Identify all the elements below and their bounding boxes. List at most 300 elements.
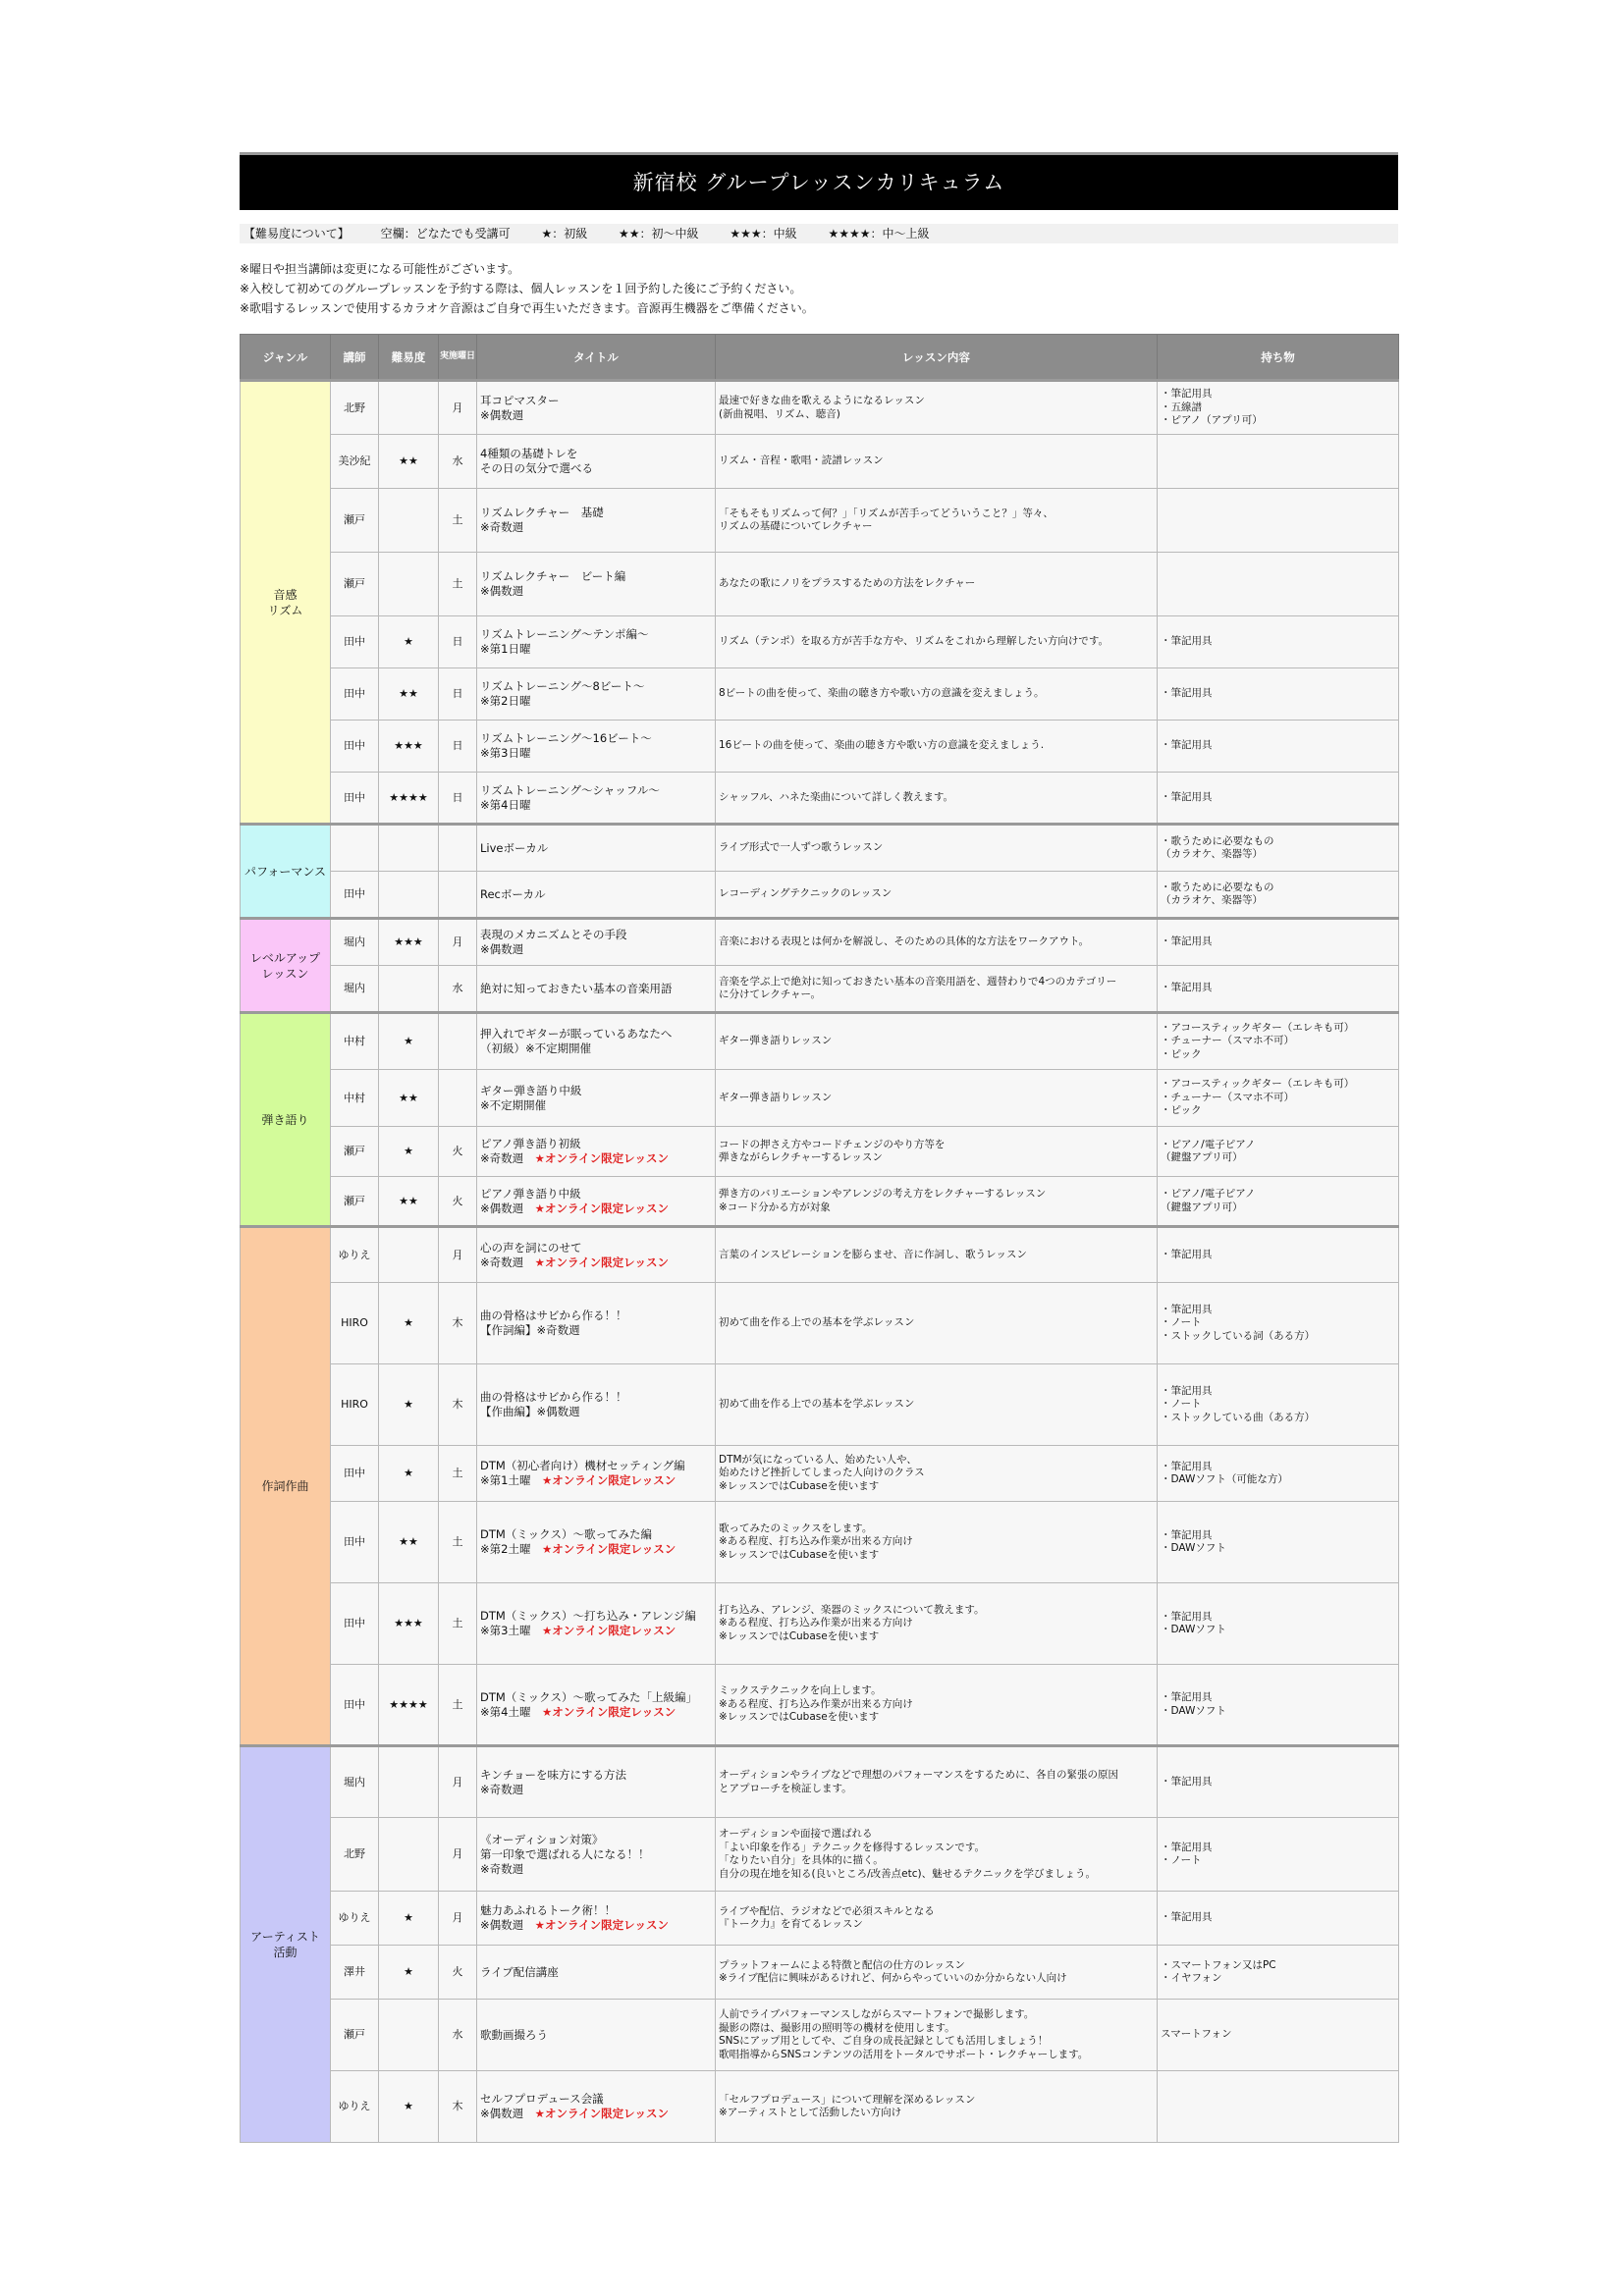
cell-line: ・ピアノ（アプリ可） bbox=[1161, 414, 1263, 427]
content-cell bbox=[716, 825, 1158, 872]
level-cell: ★★★ bbox=[379, 721, 439, 773]
cell-line: ライブや配信、ラジオなどで必須スキルとなる bbox=[719, 1904, 935, 1917]
title-cell bbox=[477, 1227, 716, 1283]
cell-line: ・ノート bbox=[1161, 1316, 1202, 1329]
table-row bbox=[241, 1583, 1399, 1665]
cell-line: リズムの基礎についてレクチャー bbox=[719, 520, 873, 532]
teacher-cell: 田中 bbox=[331, 1446, 379, 1502]
genre-label-line: アーティスト bbox=[250, 1930, 320, 1944]
cell-line: ピアノ弾き語り初級 bbox=[480, 1137, 581, 1150]
level-cell: ★★ bbox=[379, 1502, 439, 1583]
title-cell bbox=[477, 1013, 716, 1070]
cell-line: ※ある程度、打ち込み作業が出来る方向け bbox=[719, 1535, 913, 1548]
level-cell: ★ bbox=[379, 1446, 439, 1502]
cell-line: ※奇数週 ★オンライン限定レッスン bbox=[480, 1255, 669, 1269]
teacher-cell: 田中 bbox=[331, 773, 379, 825]
online-only-badge: ★オンライン限定レッスン bbox=[534, 1201, 669, 1215]
header-level: 難易度 bbox=[379, 335, 439, 381]
items-cell bbox=[1158, 872, 1399, 919]
day-cell: 日 bbox=[439, 773, 477, 825]
cell-line: ・筆記用具 bbox=[1161, 1528, 1213, 1541]
day-cell: 木 bbox=[439, 1283, 477, 1364]
day-cell: 土 bbox=[439, 1665, 477, 1746]
title-cell bbox=[477, 825, 716, 872]
level-cell: ★★★★ bbox=[379, 1665, 439, 1746]
table-row bbox=[241, 553, 1399, 616]
notes bbox=[240, 259, 1398, 318]
cell-line: 第一印象で選ばれる人になる！！ bbox=[480, 1846, 650, 1861]
content-cell bbox=[716, 1892, 1158, 1946]
level-cell: ★ bbox=[379, 616, 439, 668]
cell-line: ※第3日曜 bbox=[480, 746, 531, 760]
day-cell: 水 bbox=[439, 966, 477, 1013]
level-cell bbox=[379, 825, 439, 872]
table-row bbox=[241, 872, 1399, 919]
level-cell bbox=[379, 381, 439, 435]
level-cell bbox=[379, 872, 439, 919]
level-cell bbox=[379, 1818, 439, 1892]
cell-line: DTM（ミックス）〜歌ってみた「上級編」 bbox=[480, 1689, 697, 1704]
note: ※歌唱するレッスンで使用するカラオケ音源はご自身で再生いただきます。音源再生機器をご準備ください。 bbox=[240, 301, 814, 315]
cell-line: 歌動画撮ろう bbox=[480, 2027, 548, 2042]
teacher-cell: 中村 bbox=[331, 1013, 379, 1070]
header-day: 実施曜日 bbox=[439, 335, 477, 381]
day-cell: 月 bbox=[439, 919, 477, 966]
level-cell: ★★ bbox=[379, 1070, 439, 1127]
content-cell bbox=[716, 1502, 1158, 1583]
cell-line: 「そもそもリズムって何？」「リズムが苦手ってどういうこと？」等々、 bbox=[719, 507, 1054, 519]
cell-line: に分けてレクチャー。 bbox=[719, 988, 822, 1000]
table-header-row bbox=[241, 335, 1399, 381]
cell-line: 【作曲編】※偶数週 bbox=[480, 1405, 580, 1418]
content-cell bbox=[716, 872, 1158, 919]
items-cell bbox=[1158, 1892, 1399, 1946]
genre-label-line: リズム bbox=[267, 603, 303, 617]
cell-line: ・チューナー（スマホ不可） bbox=[1161, 1091, 1294, 1103]
cell-line: ※レッスンではCubaseを使います bbox=[719, 1479, 880, 1492]
content-cell bbox=[716, 668, 1158, 721]
cell-line: レコーディングテクニックのレッスン bbox=[719, 887, 893, 900]
genre-label-line: 弾き語り bbox=[261, 1112, 309, 1127]
content-cell bbox=[716, 1177, 1158, 1227]
items-cell bbox=[1158, 616, 1399, 668]
table-row bbox=[241, 1946, 1399, 2000]
content-cell bbox=[716, 1665, 1158, 1746]
content-cell bbox=[716, 1746, 1158, 1818]
cell-line: 4種類の基礎トレを bbox=[480, 447, 578, 460]
cell-line: ・筆記用具 bbox=[1161, 739, 1213, 752]
title-cell bbox=[477, 966, 716, 1013]
legend-item: ★：初級 bbox=[541, 227, 588, 240]
cell-line: ・筆記用具 bbox=[1161, 388, 1213, 400]
table-row bbox=[241, 1818, 1399, 1892]
cell-line: 「セルフプロデュース」について理解を深めるレッスン bbox=[719, 2093, 976, 2106]
teacher-cell: 田中 bbox=[331, 1502, 379, 1583]
cell-line: 音楽における表現とは何かを解説し、そのための具体的な方法をワークアウト。 bbox=[719, 935, 1090, 948]
cell-line: 16ビートの曲を使って、楽曲の聴き方や歌い方の意識を変えましょう. bbox=[719, 739, 1045, 752]
title-cell bbox=[477, 616, 716, 668]
title-cell bbox=[477, 1892, 716, 1946]
day-cell: 土 bbox=[439, 1583, 477, 1665]
cell-line: ※第4日曜 bbox=[480, 797, 531, 812]
teacher-cell: 田中 bbox=[331, 872, 379, 919]
curriculum-table bbox=[240, 334, 1399, 2143]
cell-line: ※第3土曜 ★オンライン限定レッスン bbox=[480, 1624, 676, 1637]
genre-cell bbox=[241, 1227, 331, 1746]
cell-line: ・筆記用具 bbox=[1161, 935, 1213, 948]
items-cell bbox=[1158, 435, 1399, 489]
cell-line: ・筆記用具 bbox=[1161, 790, 1213, 803]
cell-line: ギター弾き語りレッスン bbox=[719, 1091, 833, 1103]
curriculum-sheet bbox=[240, 152, 1398, 318]
cell-line: ・スマートフォン又はPC bbox=[1161, 1958, 1276, 1971]
cell-line: ※奇数週 bbox=[480, 520, 524, 534]
genre-label-line: 活動 bbox=[273, 1946, 298, 1959]
cell-line: ・筆記用具 bbox=[1161, 1841, 1213, 1853]
cell-line: 打ち込み、アレンジ、楽器のミックスについて教えます。 bbox=[719, 1603, 985, 1616]
table-row bbox=[241, 435, 1399, 489]
cell-line: 歌唱指導からSNSコンテンツの活用をトータルでサポート・レクチャーします。 bbox=[719, 2048, 1089, 2060]
items-cell bbox=[1158, 1013, 1399, 1070]
title-cell bbox=[477, 721, 716, 773]
title-cell bbox=[477, 1818, 716, 1892]
title-cell bbox=[477, 1665, 716, 1746]
cell-line: ・筆記用具 bbox=[1161, 1384, 1213, 1397]
teacher-cell: HIRO bbox=[331, 1364, 379, 1446]
table-row bbox=[241, 1892, 1399, 1946]
cell-line: DTMが気になっている人、始めたい人や、 bbox=[719, 1453, 917, 1466]
title-cell bbox=[477, 773, 716, 825]
table-row bbox=[241, 919, 1399, 966]
content-cell bbox=[716, 1446, 1158, 1502]
cell-line: キンチョーを味方にする方法 bbox=[480, 1767, 627, 1782]
title-cell bbox=[477, 435, 716, 489]
level-cell: ★★ bbox=[379, 668, 439, 721]
cell-line: オーディションやライブなどで理想のパフォーマンスをするために、各自の緊張の原因 bbox=[719, 1769, 1118, 1781]
teacher-cell: 田中 bbox=[331, 616, 379, 668]
cell-line: ・DAWソフト bbox=[1161, 1704, 1226, 1717]
cell-line: ライブ形式で一人ずつ歌うレッスン bbox=[719, 841, 884, 854]
teacher-cell: 美沙紀 bbox=[331, 435, 379, 489]
day-cell: 土 bbox=[439, 1502, 477, 1583]
page-title: 新宿校 グループレッスンカリキュラム bbox=[240, 152, 1398, 210]
items-cell bbox=[1158, 381, 1399, 435]
genre-cell bbox=[241, 919, 331, 1013]
level-cell bbox=[379, 1746, 439, 1818]
cell-line: 8ビートの曲を使って、楽曲の聴き方や歌い方の意識を変えましょう。 bbox=[719, 687, 1045, 700]
level-cell: ★★ bbox=[379, 435, 439, 489]
day-cell: 月 bbox=[439, 1818, 477, 1892]
legend-item: ★★★：中級 bbox=[730, 227, 797, 240]
cell-line: （初級）※不定期開催 bbox=[480, 1041, 592, 1055]
day-cell: 水 bbox=[439, 2000, 477, 2071]
day-cell: 月 bbox=[439, 1892, 477, 1946]
cell-line: リズムトレーニング〜シャッフル〜 bbox=[480, 782, 660, 797]
genre-label-line: 音感 bbox=[273, 587, 298, 602]
legend-item: ★★：初〜中級 bbox=[619, 227, 699, 240]
table-row bbox=[241, 381, 1399, 435]
title-cell bbox=[477, 1746, 716, 1818]
cell-line: 音楽を学ぶ上で絶対に知っておきたい基本の音楽用語を、週替わりで4つのカテゴリー bbox=[719, 975, 1117, 988]
cell-line: 《オーディション対策》 bbox=[480, 1832, 604, 1846]
title-cell bbox=[477, 2071, 716, 2143]
level-cell: ★ bbox=[379, 1127, 439, 1177]
teacher-cell: 北野 bbox=[331, 381, 379, 435]
cell-line: リズムトレーニング〜16ビート〜 bbox=[480, 731, 652, 745]
table-row bbox=[241, 2071, 1399, 2143]
level-cell: ★★★★ bbox=[379, 773, 439, 825]
teacher-cell: 瀬戸 bbox=[331, 553, 379, 616]
teacher-cell: 田中 bbox=[331, 1583, 379, 1665]
table-row bbox=[241, 1177, 1399, 1227]
table-row bbox=[241, 721, 1399, 773]
teacher-cell: ゆりえ bbox=[331, 1892, 379, 1946]
items-cell bbox=[1158, 1070, 1399, 1127]
header-title: タイトル bbox=[477, 335, 716, 381]
cell-line: DTM（ミックス）〜歌ってみた編 bbox=[480, 1527, 652, 1541]
items-cell bbox=[1158, 1446, 1399, 1502]
items-cell bbox=[1158, 2000, 1399, 2071]
day-cell: 月 bbox=[439, 381, 477, 435]
day-cell: 日 bbox=[439, 721, 477, 773]
cell-line: ※レッスンではCubaseを使います bbox=[719, 1629, 880, 1642]
genre-label-line: パフォーマンス bbox=[243, 864, 327, 879]
cell-line: 絶対に知っておきたい基本の音楽用語 bbox=[480, 981, 673, 995]
online-only-badge: ★オンライン限定レッスン bbox=[541, 1624, 676, 1637]
content-cell bbox=[716, 966, 1158, 1013]
day-cell: 木 bbox=[439, 1364, 477, 1446]
note: ※曜日や担当講師は変更になる可能性がございます。 bbox=[240, 262, 520, 276]
title-cell bbox=[477, 381, 716, 435]
day-cell: 土 bbox=[439, 489, 477, 553]
table-row bbox=[241, 1746, 1399, 1818]
content-cell bbox=[716, 1127, 1158, 1177]
cell-line: リズムレクチャー 基礎 bbox=[480, 506, 604, 519]
cell-line: 人前でライブパフォーマンスしながらスマートフォンで撮影します。 bbox=[719, 2008, 1035, 2020]
genre-cell bbox=[241, 381, 331, 825]
content-cell bbox=[716, 1946, 1158, 2000]
cell-line: 弾きながらレクチャーするレッスン bbox=[719, 1151, 883, 1163]
table-row bbox=[241, 773, 1399, 825]
items-cell bbox=[1158, 1227, 1399, 1283]
table-body bbox=[241, 381, 1399, 2143]
title-cell bbox=[477, 1446, 716, 1502]
items-cell bbox=[1158, 1127, 1399, 1177]
cell-line: Liveボーカル bbox=[480, 840, 549, 855]
cell-line: ・ピック bbox=[1161, 1104, 1202, 1117]
items-cell bbox=[1158, 1665, 1399, 1746]
cell-line: ・歌うために必要なもの bbox=[1161, 834, 1274, 847]
items-cell bbox=[1158, 1583, 1399, 1665]
genre-label-line: レッスン bbox=[261, 966, 309, 981]
teacher-cell: 田中 bbox=[331, 721, 379, 773]
cell-line: ・筆記用具 bbox=[1161, 982, 1213, 994]
legend-item: ★★★★：中〜上級 bbox=[828, 227, 930, 240]
items-cell bbox=[1158, 668, 1399, 721]
online-only-badge: ★オンライン限定レッスン bbox=[541, 1542, 676, 1556]
cell-line: DTM（初心者向け）機材セッティング編 bbox=[480, 1459, 685, 1472]
cell-line: ピアノ弾き語り中級 bbox=[480, 1186, 581, 1201]
table-row bbox=[241, 1364, 1399, 1446]
level-cell: ★ bbox=[379, 1892, 439, 1946]
cell-line: (新曲視唱、リズム、聴音) bbox=[719, 407, 840, 420]
content-cell bbox=[716, 1013, 1158, 1070]
cell-line: ・筆記用具 bbox=[1161, 1460, 1213, 1472]
cell-line: ※偶数週 ★オンライン限定レッスン bbox=[480, 1201, 669, 1215]
teacher-cell: 堀内 bbox=[331, 966, 379, 1013]
cell-line: ・ピアノ/電子ピアノ bbox=[1161, 1138, 1256, 1150]
cell-line: ※奇数週 bbox=[480, 1782, 524, 1796]
cell-line: 「よい印象を作る」テクニックを修得するレッスンです。 bbox=[719, 1841, 986, 1853]
cell-line: ・筆記用具 bbox=[1161, 635, 1213, 648]
cell-line: 歌ってみたのミックスをします。 bbox=[719, 1522, 873, 1534]
cell-line: リズムレクチャー ビート編 bbox=[480, 569, 626, 583]
day-cell: 水 bbox=[439, 435, 477, 489]
table-row bbox=[241, 1127, 1399, 1177]
cell-line: ・筆記用具 bbox=[1161, 1303, 1213, 1315]
level-cell bbox=[379, 553, 439, 616]
level-cell bbox=[379, 2000, 439, 2071]
header-teacher: 講師 bbox=[331, 335, 379, 381]
day-cell: 火 bbox=[439, 1177, 477, 1227]
teacher-cell: 田中 bbox=[331, 668, 379, 721]
online-only-badge: ★オンライン限定レッスン bbox=[534, 1918, 669, 1932]
content-cell bbox=[716, 1818, 1158, 1892]
genre-label-line: レベルアップ bbox=[249, 950, 321, 965]
online-only-badge: ★オンライン限定レッスン bbox=[541, 1704, 676, 1719]
cell-line: ・ピック bbox=[1161, 1047, 1202, 1060]
difficulty-legend bbox=[240, 224, 1398, 243]
content-cell bbox=[716, 435, 1158, 489]
cell-line: ・イヤフォン bbox=[1161, 1972, 1222, 1984]
day-cell: 日 bbox=[439, 616, 477, 668]
cell-line: ・チューナー（スマホ不可） bbox=[1161, 1035, 1294, 1047]
note: ※入校して初めてのグループレッスンを予約する際は、個人レッスンを１回予約した後にご予約ください。 bbox=[240, 282, 802, 295]
items-cell bbox=[1158, 919, 1399, 966]
cell-line: ・筆記用具 bbox=[1161, 1248, 1213, 1260]
cell-line: シャッフル、ハネた楽曲について詳しく教えます。 bbox=[719, 790, 953, 803]
title-cell bbox=[477, 1177, 716, 1227]
cell-line: ・筆記用具 bbox=[1161, 1911, 1213, 1924]
cell-line: Recボーカル bbox=[480, 886, 546, 901]
cell-line: ※偶数週 bbox=[480, 942, 524, 956]
cell-line: ・筆記用具 bbox=[1161, 1775, 1213, 1788]
cell-line: ※第1土曜 ★オンライン限定レッスン bbox=[480, 1473, 676, 1487]
cell-line: ・筆記用具 bbox=[1161, 1610, 1213, 1623]
teacher-cell: 瀬戸 bbox=[331, 1127, 379, 1177]
cell-line: リズム（テンポ）を取る方が苦手な方や、リズムをこれから理解したい方向けです。 bbox=[719, 635, 1109, 648]
cell-line: 耳コピマスター bbox=[480, 393, 560, 407]
content-cell bbox=[716, 381, 1158, 435]
items-cell bbox=[1158, 1818, 1399, 1892]
table-row bbox=[241, 1013, 1399, 1070]
cell-line: ・アコースティックギター（エレキも可） bbox=[1161, 1021, 1355, 1034]
legend-item: 空欄：どなたでも受講可 bbox=[380, 227, 511, 240]
items-cell bbox=[1158, 1364, 1399, 1446]
teacher-cell: 堀内 bbox=[331, 1746, 379, 1818]
level-cell: ★ bbox=[379, 2071, 439, 2143]
items-cell bbox=[1158, 1502, 1399, 1583]
cell-line: ※ライブ配信に興味があるけれど、何からやっていいのか分からない人向け bbox=[719, 1972, 1067, 1984]
cell-line: ・ノート bbox=[1161, 1398, 1202, 1411]
header-content: レッスン内容 bbox=[716, 335, 1158, 381]
cell-line: ※第4土曜 ★オンライン限定レッスン bbox=[480, 1704, 676, 1719]
content-cell bbox=[716, 1227, 1158, 1283]
online-only-badge: ★オンライン限定レッスン bbox=[534, 1151, 669, 1165]
cell-line: （カラオケ、楽器等） bbox=[1161, 894, 1264, 906]
day-cell: 月 bbox=[439, 1746, 477, 1818]
cell-line: 撮影の際は、撮影用の照明等の機材を使用します。 bbox=[719, 2021, 955, 2034]
teacher-cell: 田中 bbox=[331, 1665, 379, 1746]
cell-line: ※第2日曜 bbox=[480, 694, 531, 708]
cell-line: 『トーク力』を育てるレッスン bbox=[719, 1918, 863, 1930]
cell-line: 弾き方のバリエーションやアレンジの考え方をレクチャーするレッスン bbox=[719, 1188, 1047, 1200]
table-row bbox=[241, 1665, 1399, 1746]
level-cell: ★★★ bbox=[379, 1583, 439, 1665]
cell-line: ※アーティストとして活動したい方向け bbox=[719, 2107, 902, 2118]
cell-line: ・DAWソフト（可能な方） bbox=[1161, 1473, 1288, 1485]
items-cell bbox=[1158, 1946, 1399, 2000]
day-cell bbox=[439, 1070, 477, 1127]
cell-line: リズム・音程・歌唱・読譜レッスン bbox=[719, 454, 884, 467]
genre-cell bbox=[241, 825, 331, 919]
cell-line: DTM（ミックス）〜打ち込み・アレンジ編 bbox=[480, 1609, 696, 1623]
teacher-cell: 瀬戸 bbox=[331, 1177, 379, 1227]
day-cell: 日 bbox=[439, 668, 477, 721]
items-cell bbox=[1158, 1283, 1399, 1364]
cell-line: ※ある程度、打ち込み作業が出来る方向け bbox=[719, 1697, 913, 1710]
table-row bbox=[241, 1070, 1399, 1127]
cell-line: コードの押さえ方やコードチェンジのやり方等を bbox=[719, 1138, 946, 1150]
table-row bbox=[241, 2000, 1399, 2071]
cell-line: あなたの歌にノリをプラスするための方法をレクチャー bbox=[719, 577, 976, 590]
title-cell bbox=[477, 553, 716, 616]
content-cell bbox=[716, 1364, 1158, 1446]
title-cell bbox=[477, 2000, 716, 2071]
content-cell bbox=[716, 721, 1158, 773]
table-row bbox=[241, 668, 1399, 721]
content-cell bbox=[716, 2000, 1158, 2071]
cell-line: ※レッスンではCubaseを使います bbox=[719, 1548, 880, 1561]
content-cell bbox=[716, 1070, 1158, 1127]
content-cell bbox=[716, 1583, 1158, 1665]
table-row bbox=[241, 1446, 1399, 1502]
teacher-cell: 北野 bbox=[331, 1818, 379, 1892]
cell-line: ※不定期開催 bbox=[480, 1097, 547, 1112]
cell-line: （カラオケ、楽器等） bbox=[1161, 848, 1264, 860]
items-cell bbox=[1158, 553, 1399, 616]
cell-line: ・ストックしている曲（ある方） bbox=[1161, 1411, 1316, 1423]
items-cell bbox=[1158, 966, 1399, 1013]
level-cell: ★★ bbox=[379, 1177, 439, 1227]
online-only-badge: ★オンライン限定レッスン bbox=[534, 1255, 669, 1269]
cell-line: ※奇数週 ★オンライン限定レッスン bbox=[480, 1151, 669, 1165]
day-cell: 土 bbox=[439, 1446, 477, 1502]
day-cell: 火 bbox=[439, 1946, 477, 2000]
cell-line: ・DAWソフト bbox=[1161, 1624, 1226, 1635]
items-cell bbox=[1158, 2071, 1399, 2143]
title-cell bbox=[477, 1127, 716, 1177]
cell-line: ※第1日曜 bbox=[480, 642, 531, 656]
teacher-cell: 澤井 bbox=[331, 1946, 379, 2000]
cell-line: 始めたけど挫折してしまった人向けのクラス bbox=[719, 1467, 925, 1479]
content-cell bbox=[716, 1283, 1158, 1364]
content-cell bbox=[716, 773, 1158, 825]
cell-line: （鍵盤アプリ可） bbox=[1161, 1201, 1243, 1213]
cell-line: 自分の現在地を知る(良いところ/改善点etc)、魅せるテクニックを学びましょう。 bbox=[719, 1867, 1097, 1880]
items-cell bbox=[1158, 1177, 1399, 1227]
day-cell bbox=[439, 1013, 477, 1070]
